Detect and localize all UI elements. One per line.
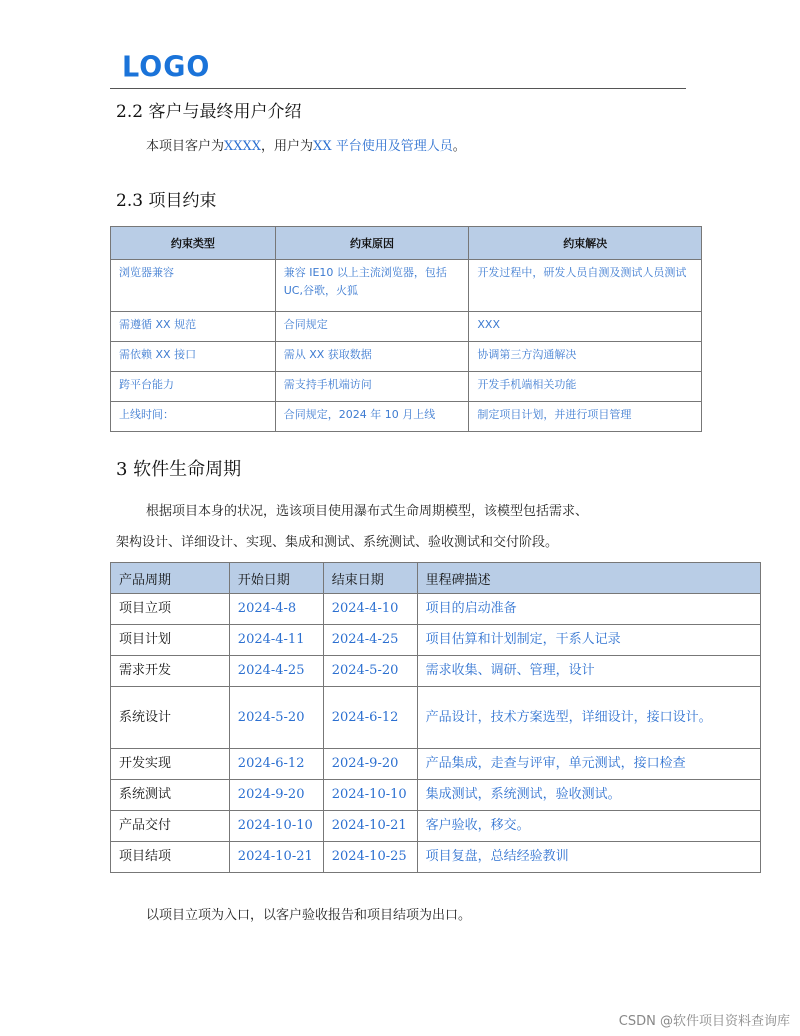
table-cell: 2024-9-20 xyxy=(229,780,323,811)
column-header: 约束解决 xyxy=(469,227,702,260)
column-header: 约束类型 xyxy=(111,227,276,260)
table-cell: 项目立项 xyxy=(111,594,230,625)
table-cell: 2024-9-20 xyxy=(323,749,417,780)
section-3-title: 3 软件生命周期 xyxy=(116,459,242,480)
column-header: 产品周期 xyxy=(111,563,230,594)
para-suffix: 。 xyxy=(452,139,466,154)
table-cell: 项目的启动准备 xyxy=(417,594,760,625)
para-mid: ，用户为 xyxy=(261,139,314,154)
table-cell: 2024-4-11 xyxy=(229,625,323,656)
section-3-paragraph-line1: 根据项目本身的状况，选该项目使用瀑布式生命周期模型，该模型包括需求、 xyxy=(146,504,589,519)
table-cell: 2024-6-12 xyxy=(323,687,417,749)
table-cell: 2024-5-20 xyxy=(323,656,417,687)
table-row xyxy=(111,594,761,625)
table-header-row xyxy=(111,227,702,260)
table-cell: 项目结项 xyxy=(111,842,230,873)
table-cell: 需求收集、调研、管理，设计 xyxy=(417,656,760,687)
table-cell: 2024-10-25 xyxy=(323,842,417,873)
table-cell: XXX xyxy=(469,312,702,342)
table-cell: 2024-6-12 xyxy=(229,749,323,780)
table-row xyxy=(111,625,761,656)
constraints-table xyxy=(110,226,702,432)
lifecycle-table xyxy=(110,562,761,873)
table-row xyxy=(111,780,761,811)
table-cell: 开发实现 xyxy=(111,749,230,780)
column-header: 开始日期 xyxy=(229,563,323,594)
table-row xyxy=(111,312,702,342)
section-3-paragraph-line2: 架构设计、详细设计、实现、集成和测试、系统测试、验收测试和交付阶段。 xyxy=(116,535,559,550)
table-cell: 2024-10-21 xyxy=(323,811,417,842)
table-cell: 项目计划 xyxy=(111,625,230,656)
table-cell: 产品设计，技术方案选型，详细设计，接口设计。 xyxy=(417,687,760,749)
table-cell: 项目复盘，总结经验教训 xyxy=(417,842,760,873)
table-cell: 2024-10-10 xyxy=(323,780,417,811)
closing-paragraph: 以项目立项为入口，以客户验收报告和项目结项为出口。 xyxy=(146,908,472,923)
table-cell: 跨平台能力 xyxy=(111,372,276,402)
table-cell: 2024-4-10 xyxy=(323,594,417,625)
table-cell: 合同规定，2024 年 10 月上线 xyxy=(275,402,469,432)
table-row xyxy=(111,402,702,432)
table-cell: 系统设计 xyxy=(111,687,230,749)
table-cell: 2024-4-8 xyxy=(229,594,323,625)
table-row xyxy=(111,687,761,749)
table-row xyxy=(111,260,702,312)
table-cell: 上线时间： xyxy=(111,402,276,432)
table-header-row xyxy=(111,563,761,594)
para-prefix: 本项目客户为 xyxy=(146,139,225,154)
table-cell: 开发过程中，研发人员自测及测试人员测试 xyxy=(469,260,702,312)
user-name: XX 平台使用及管理人员 xyxy=(313,139,453,154)
table-cell: 需求开发 xyxy=(111,656,230,687)
table-row xyxy=(111,342,702,372)
table-cell: 兼容 IE10 以上主流浏览器，包括 UC,谷歌，火狐 xyxy=(275,260,469,312)
table-cell: 项目估算和计划制定，干系人记录 xyxy=(417,625,760,656)
section-2-2-title: 2.2 客户与最终用户介绍 xyxy=(116,102,302,122)
table-cell: 集成测试，系统测试，验收测试。 xyxy=(417,780,760,811)
table-cell: 产品集成，走查与评审，单元测试，接口检查 xyxy=(417,749,760,780)
client-name: XXXX xyxy=(224,139,262,154)
table-cell: 2024-4-25 xyxy=(323,625,417,656)
table-cell: 2024-10-21 xyxy=(229,842,323,873)
watermark: CSDN @软件项目资料查询库 xyxy=(618,1014,790,1029)
column-header: 里程碑描述 xyxy=(417,563,760,594)
header-divider xyxy=(110,88,686,89)
table-cell: 产品交付 xyxy=(111,811,230,842)
logo: LOGO xyxy=(122,51,211,84)
table-row xyxy=(111,811,761,842)
table-cell: 合同规定 xyxy=(275,312,469,342)
table-row xyxy=(111,656,761,687)
table-cell: 需遵循 XX 规范 xyxy=(111,312,276,342)
table-cell: 2024-10-10 xyxy=(229,811,323,842)
table-cell: 协调第三方沟通解决 xyxy=(469,342,702,372)
table-row xyxy=(111,749,761,780)
column-header: 约束原因 xyxy=(275,227,469,260)
table-row xyxy=(111,842,761,873)
table-cell: 2024-4-25 xyxy=(229,656,323,687)
table-row xyxy=(111,372,702,402)
table-cell: 系统测试 xyxy=(111,780,230,811)
table-cell: 需从 XX 获取数据 xyxy=(275,342,469,372)
section-2-2-paragraph xyxy=(146,137,466,157)
table-cell: 2024-5-20 xyxy=(229,687,323,749)
column-header: 结束日期 xyxy=(323,563,417,594)
table-cell: 需依赖 XX 接口 xyxy=(111,342,276,372)
table-cell: 客户验收，移交。 xyxy=(417,811,760,842)
table-cell: 制定项目计划，并进行项目管理 xyxy=(469,402,702,432)
table-cell: 浏览器兼容 xyxy=(111,260,276,312)
table-cell: 需支持手机端访问 xyxy=(275,372,469,402)
section-2-3-title: 2.3 项目约束 xyxy=(116,191,217,211)
table-cell: 开发手机端相关功能 xyxy=(469,372,702,402)
